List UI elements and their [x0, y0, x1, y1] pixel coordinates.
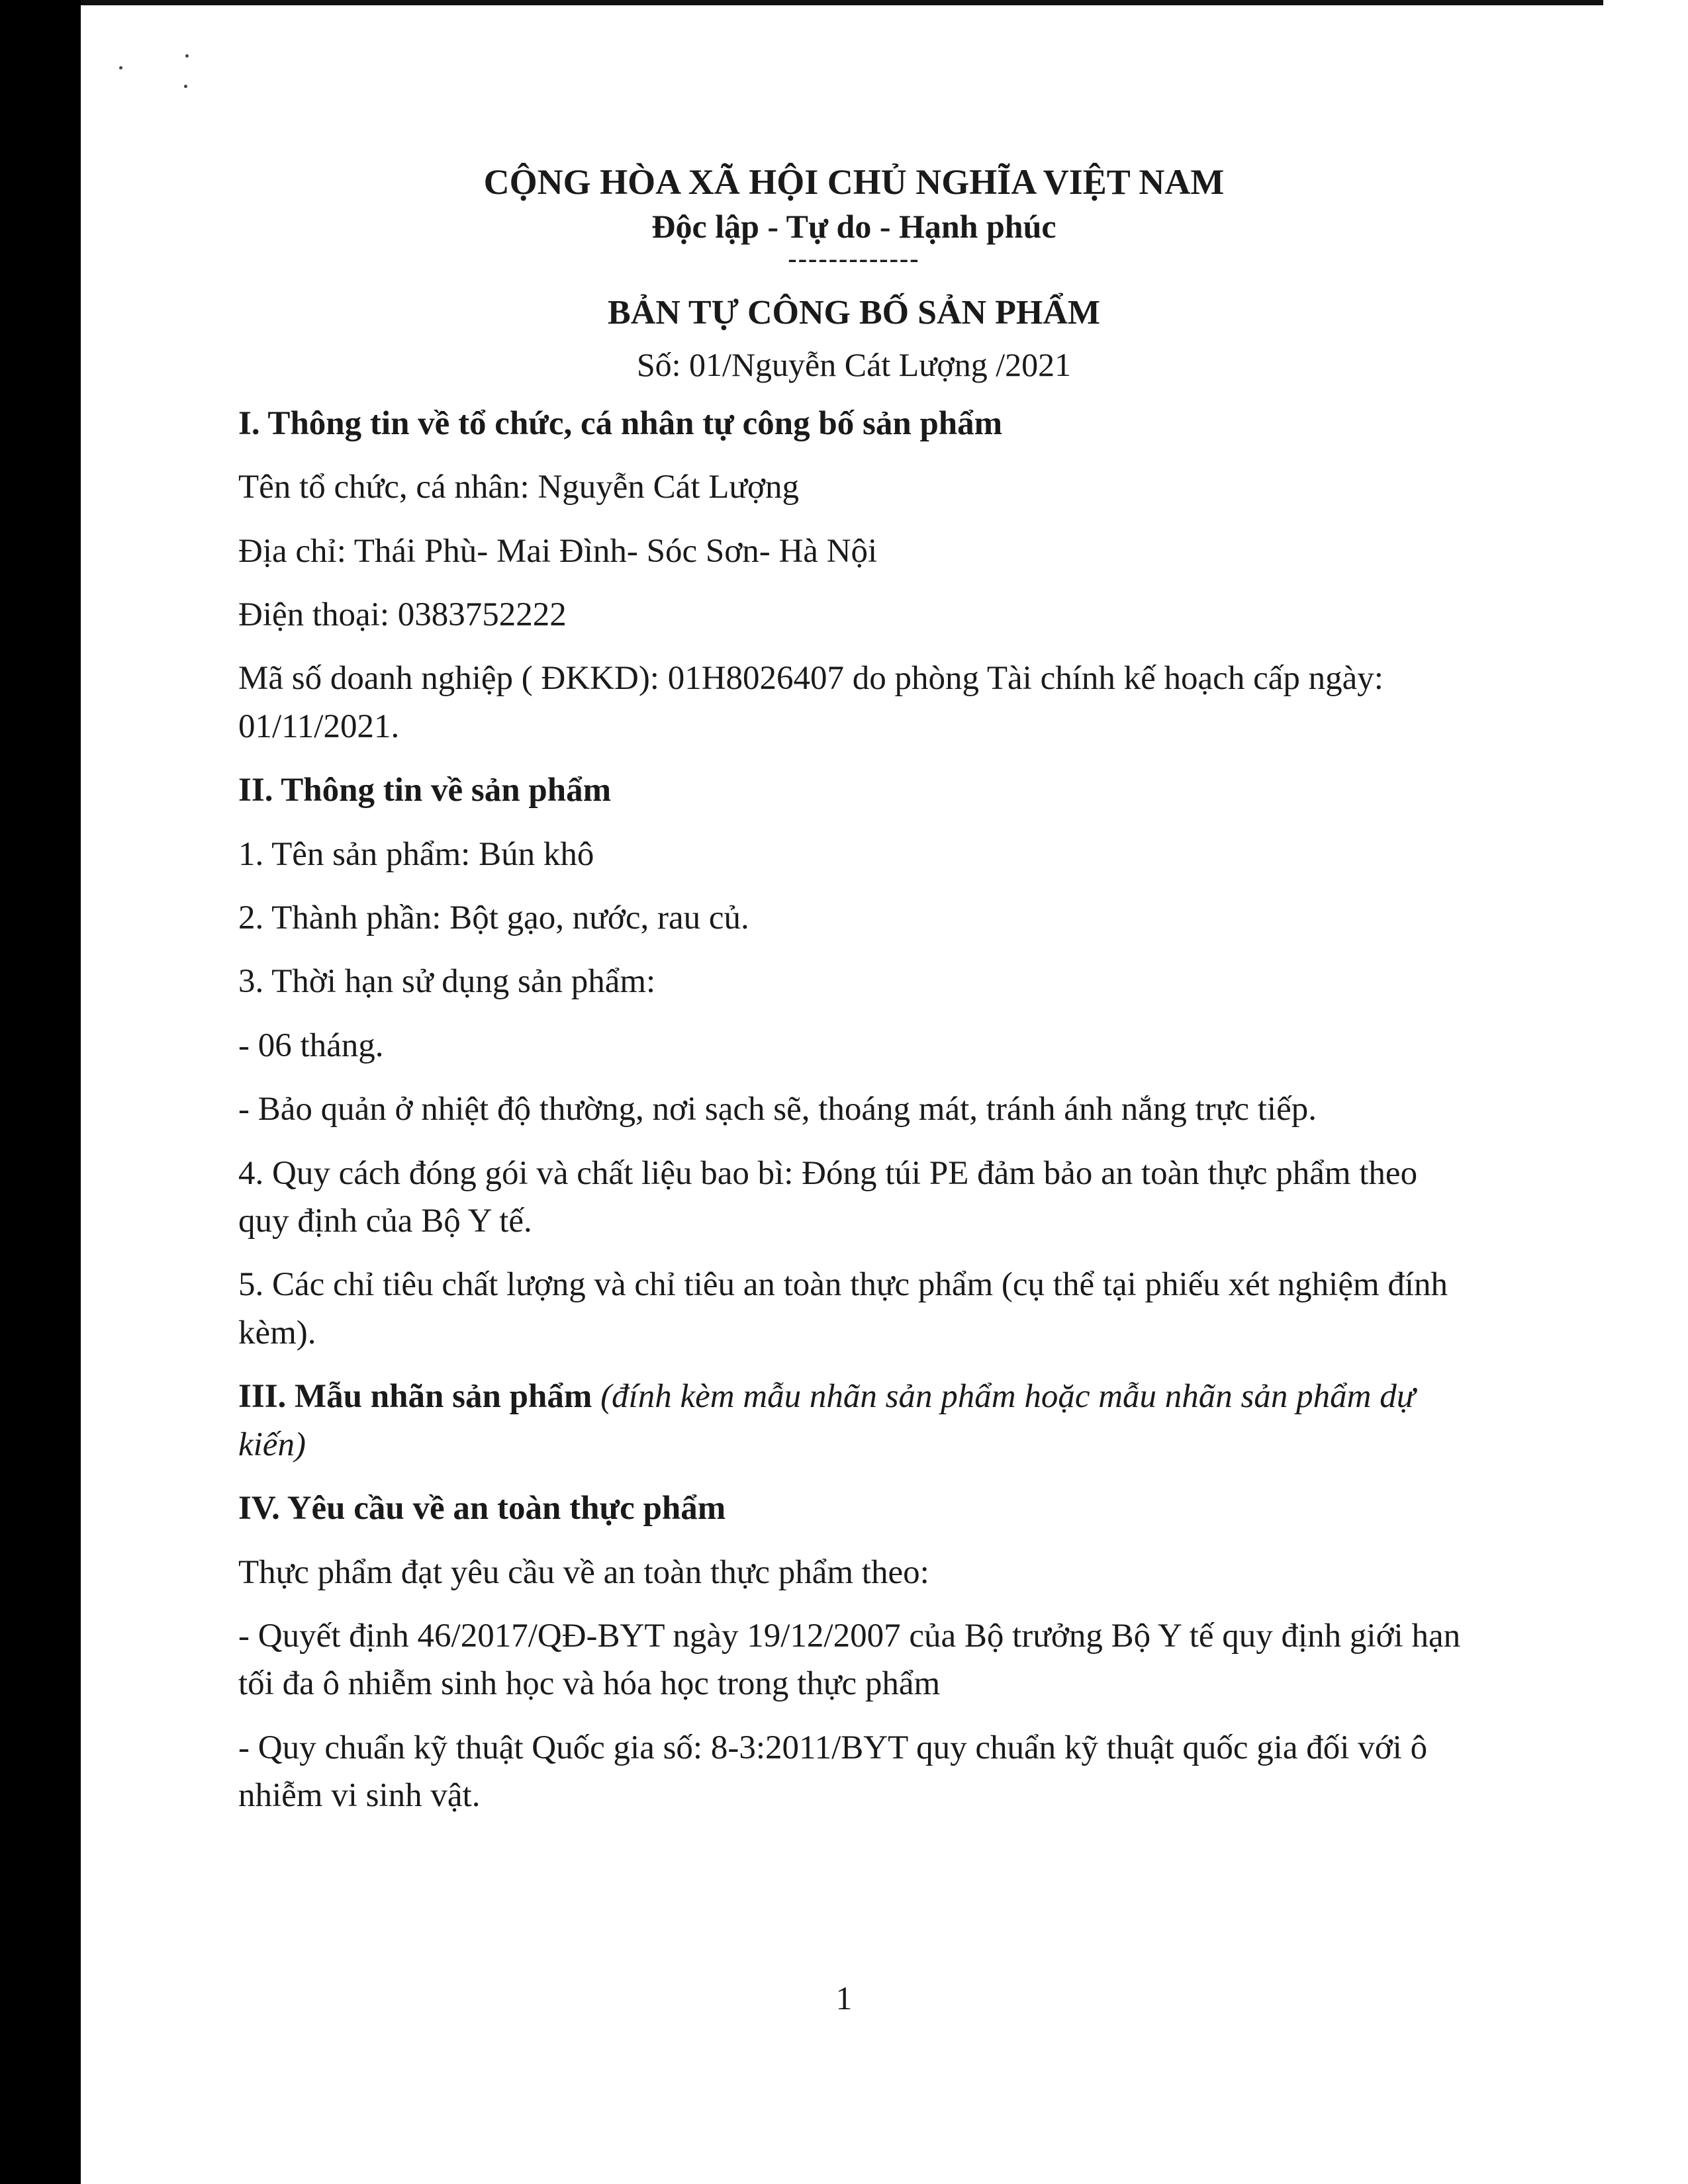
scan-top-border: [81, 0, 1603, 5]
org-name: Tên tổ chức, cá nhân: Nguyễn Cát Lượng: [238, 469, 800, 506]
document-page: [238, 159, 1470, 1820]
org-phone: Điện thoại: 0383752222: [238, 596, 567, 633]
document-title: BẢN TỰ CÔNG BỐ SẢN PHẨM: [608, 294, 1100, 332]
product-item-3a: - 06 tháng.: [238, 1026, 384, 1064]
section-3-note: (đính kèm mẫu nhãn sản phẩm hoặc mẫu nhãn sản phẩm dự kiến): [238, 1378, 1415, 1463]
section-3: [238, 1373, 1470, 1469]
safety-rule-1: - Quyết định 46/2017/QĐ-BYT ngày 19/12/2007 của Bộ trưởng Bộ Y tế quy định giới hạn tối đa ô nhiễm sinh học và hóa học trong thực phẩm: [238, 1617, 1461, 1703]
section-2-heading: II. Thông tin về sản phẩm: [238, 772, 612, 809]
national-title: CỘNG HÒA XÃ HỘI CHỦ NGHĨA VIỆT NAM: [483, 162, 1225, 202]
page-number: 1: [835, 1979, 853, 2017]
scan-left-border: [0, 0, 81, 2184]
product-item-1: 1. Tên sản phẩm: Bún khô: [238, 835, 594, 873]
national-motto: Độc lập - Tự do - Hạnh phúc: [651, 208, 1056, 246]
scan-speck: [119, 66, 122, 69]
safety-rule-2: - Quy chuẩn kỹ thuật Quốc gia số: 8-3:2011/BYT quy chuẩn kỹ thuật quốc gia đối với ô nhiễm vi sinh vật.: [238, 1729, 1428, 1815]
product-item-3: 3. Thời hạn sử dụng sản phẩm:: [238, 963, 656, 1001]
scan-speck: [184, 85, 187, 88]
product-item-4: 4. Quy cách đóng gói và chất liệu bao bì: Đóng túi PE đảm bảo an toàn thực phẩm theo quy định của Bộ Y tế.: [238, 1154, 1418, 1240]
org-address: Địa chỉ: Thái Phù- Mai Đình- Sóc Sơn- Hà Nội: [238, 532, 878, 570]
business-code: Mã số doanh nghiệp ( ĐKKD): 01H8026407 do phòng Tài chính kế hoạch cấp ngày: 01/11/2021.: [238, 660, 1383, 745]
product-item-3b: - Bảo quản ở nhiệt độ thường, nơi sạch sẽ, thoáng mát, tránh ánh nắng trực tiếp.: [238, 1091, 1317, 1128]
safety-intro: Thực phẩm đạt yêu cầu về an toàn thực phẩm theo:: [238, 1553, 929, 1591]
scan-speck: [185, 54, 189, 58]
product-item-5: 5. Các chỉ tiêu chất lượng và chỉ tiêu an toàn thực phẩm (cụ thể tại phiếu xét nghiệm đính kèm).: [238, 1266, 1448, 1351]
section-4-heading: IV. Yêu cầu về an toàn thực phẩm: [238, 1490, 726, 1527]
product-item-2: 2. Thành phần: Bột gạo, nước, rau củ.: [238, 899, 749, 937]
document-number: Số: 01/Nguyễn Cát Lượng /2021: [636, 345, 1072, 383]
section-1-heading: I. Thông tin về tổ chức, cá nhân tự công bố sản phẩm: [238, 404, 1003, 442]
header-separator: -------------: [788, 244, 920, 274]
section-3-heading: III. Mẫu nhãn sản phẩm: [238, 1378, 592, 1416]
